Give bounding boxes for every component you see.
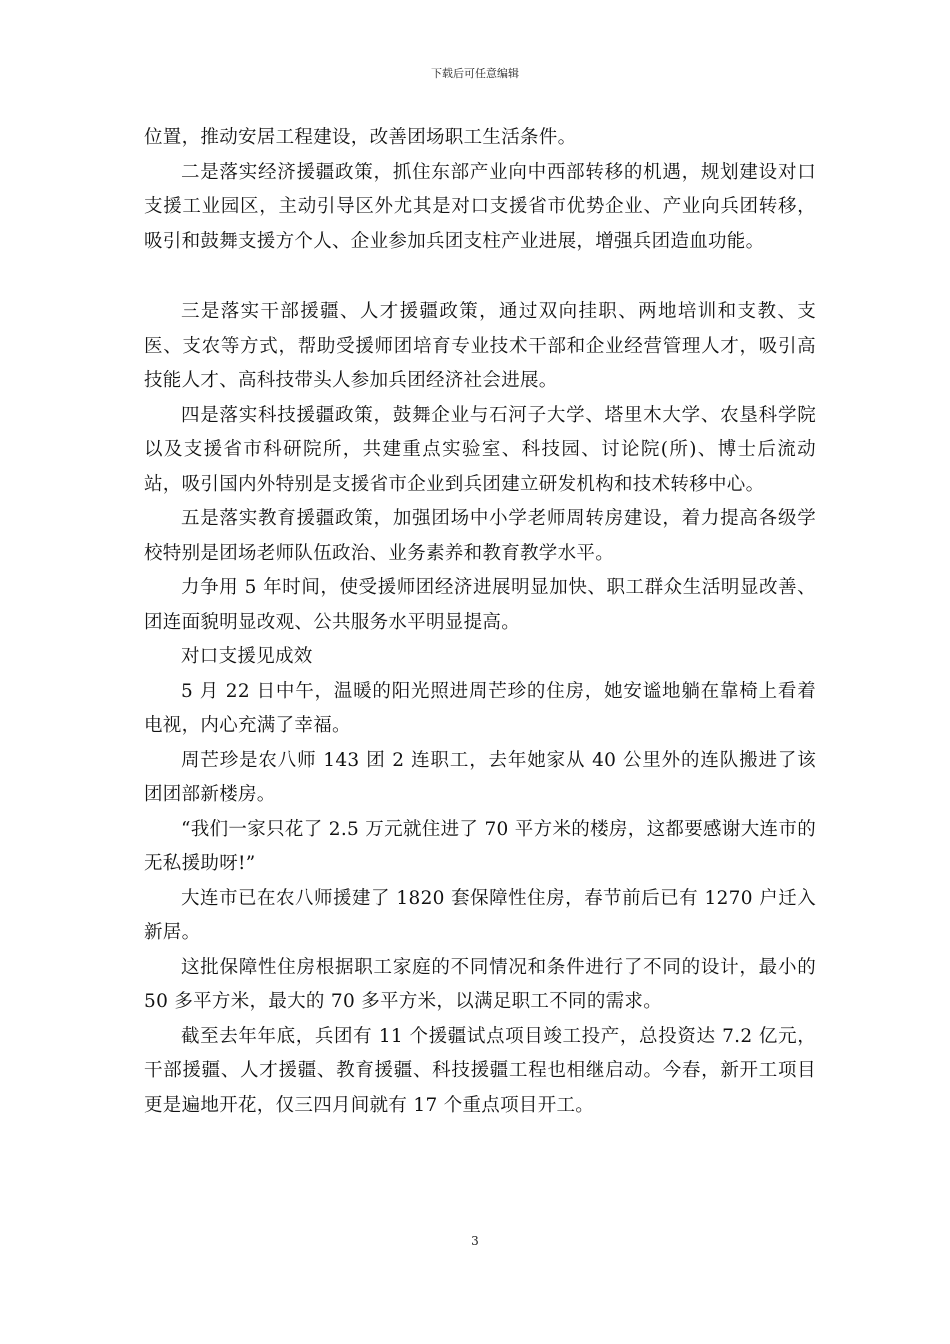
paragraph: 截至去年年底，兵团有 11 个援疆试点项目竣工投产，总投资达 7.2 亿元，干部援疆、人才援疆、教育援疆、科技援疆工程也相继启动。今春，新开工项目更是遍地开花，仅三四月间就有 17 个重点项目开工。 [144,1025,816,1116]
paragraph: 位置，推动安居工程建设，改善团场职工生活条件。 [144,127,577,148]
paragraph: “我们一家只花了 2.5 万元就住进了 70 平方米的楼房，这都要感谢大连市的无私援助呀!” [144,818,816,874]
document-body [144,121,816,1123]
paragraph: 5 月 22 日中午，温暖的阳光照进周芒珍的住房，她安谧地躺在靠椅上看着电视，内心充满了幸福。 [144,680,816,736]
paragraph: 这批保障性住房根据职工家庭的不同情况和条件进行了不同的设计，最小的 50 多平方米，最大的 70 多平方米，以满足职工不同的需求。 [144,956,816,1012]
page-number: 3 [471,1234,479,1248]
paragraph: 二是落实经济援疆政策，抓住东部产业向中西部转移的机遇，规划建设对口支援工业园区，主动引导区外尤其是对口支援省市优势企业、产业向兵团转移，吸引和鼓舞支援方个人、企业参加兵团支柱产业进展，增强兵团造血功能。 [144,161,816,252]
page-header: 下载后可任意编辑 [431,67,519,80]
paragraph: 四是落实科技援疆政策，鼓舞企业与石河子大学、塔里木大学、农垦科学院以及支援省市科研院所，共建重点实验室、科技园、讨论院(所)、博士后流动站，吸引国内外特别是支援省市企业到兵团建立研发机构和技术转移中心。 [144,404,816,495]
paragraph: 五是落实教育援疆政策，加强团场中小学老师周转房建设，着力提高各级学校特别是团场老师队伍政治、业务素养和教育教学水平。 [144,508,816,564]
paragraph: 大连市已在农八师援建了 1820 套保障性住房，春节前后已有 1270 户迁入新居。 [144,887,816,943]
paragraph: 力争用 5 年时间，使受援师团经济进展明显加快、职工群众生活明显改善、团连面貌明显改观、公共服务水平明显提高。 [144,577,816,633]
paragraph: 周芒珍是农八师 143 团 2 连职工，去年她家从 40 公里外的连队搬进了该团团部新楼房。 [144,749,816,805]
section-heading: 对口支援见成效 [181,646,313,667]
paragraph: 三是落实干部援疆、人才援疆政策，通过双向挂职、两地培训和支教、支医、支农等方式，帮助受援师团培育专业技术干部和企业经营管理人才，吸引高技能人才、高科技带头人参加兵团经济社会进展。 [144,301,816,391]
